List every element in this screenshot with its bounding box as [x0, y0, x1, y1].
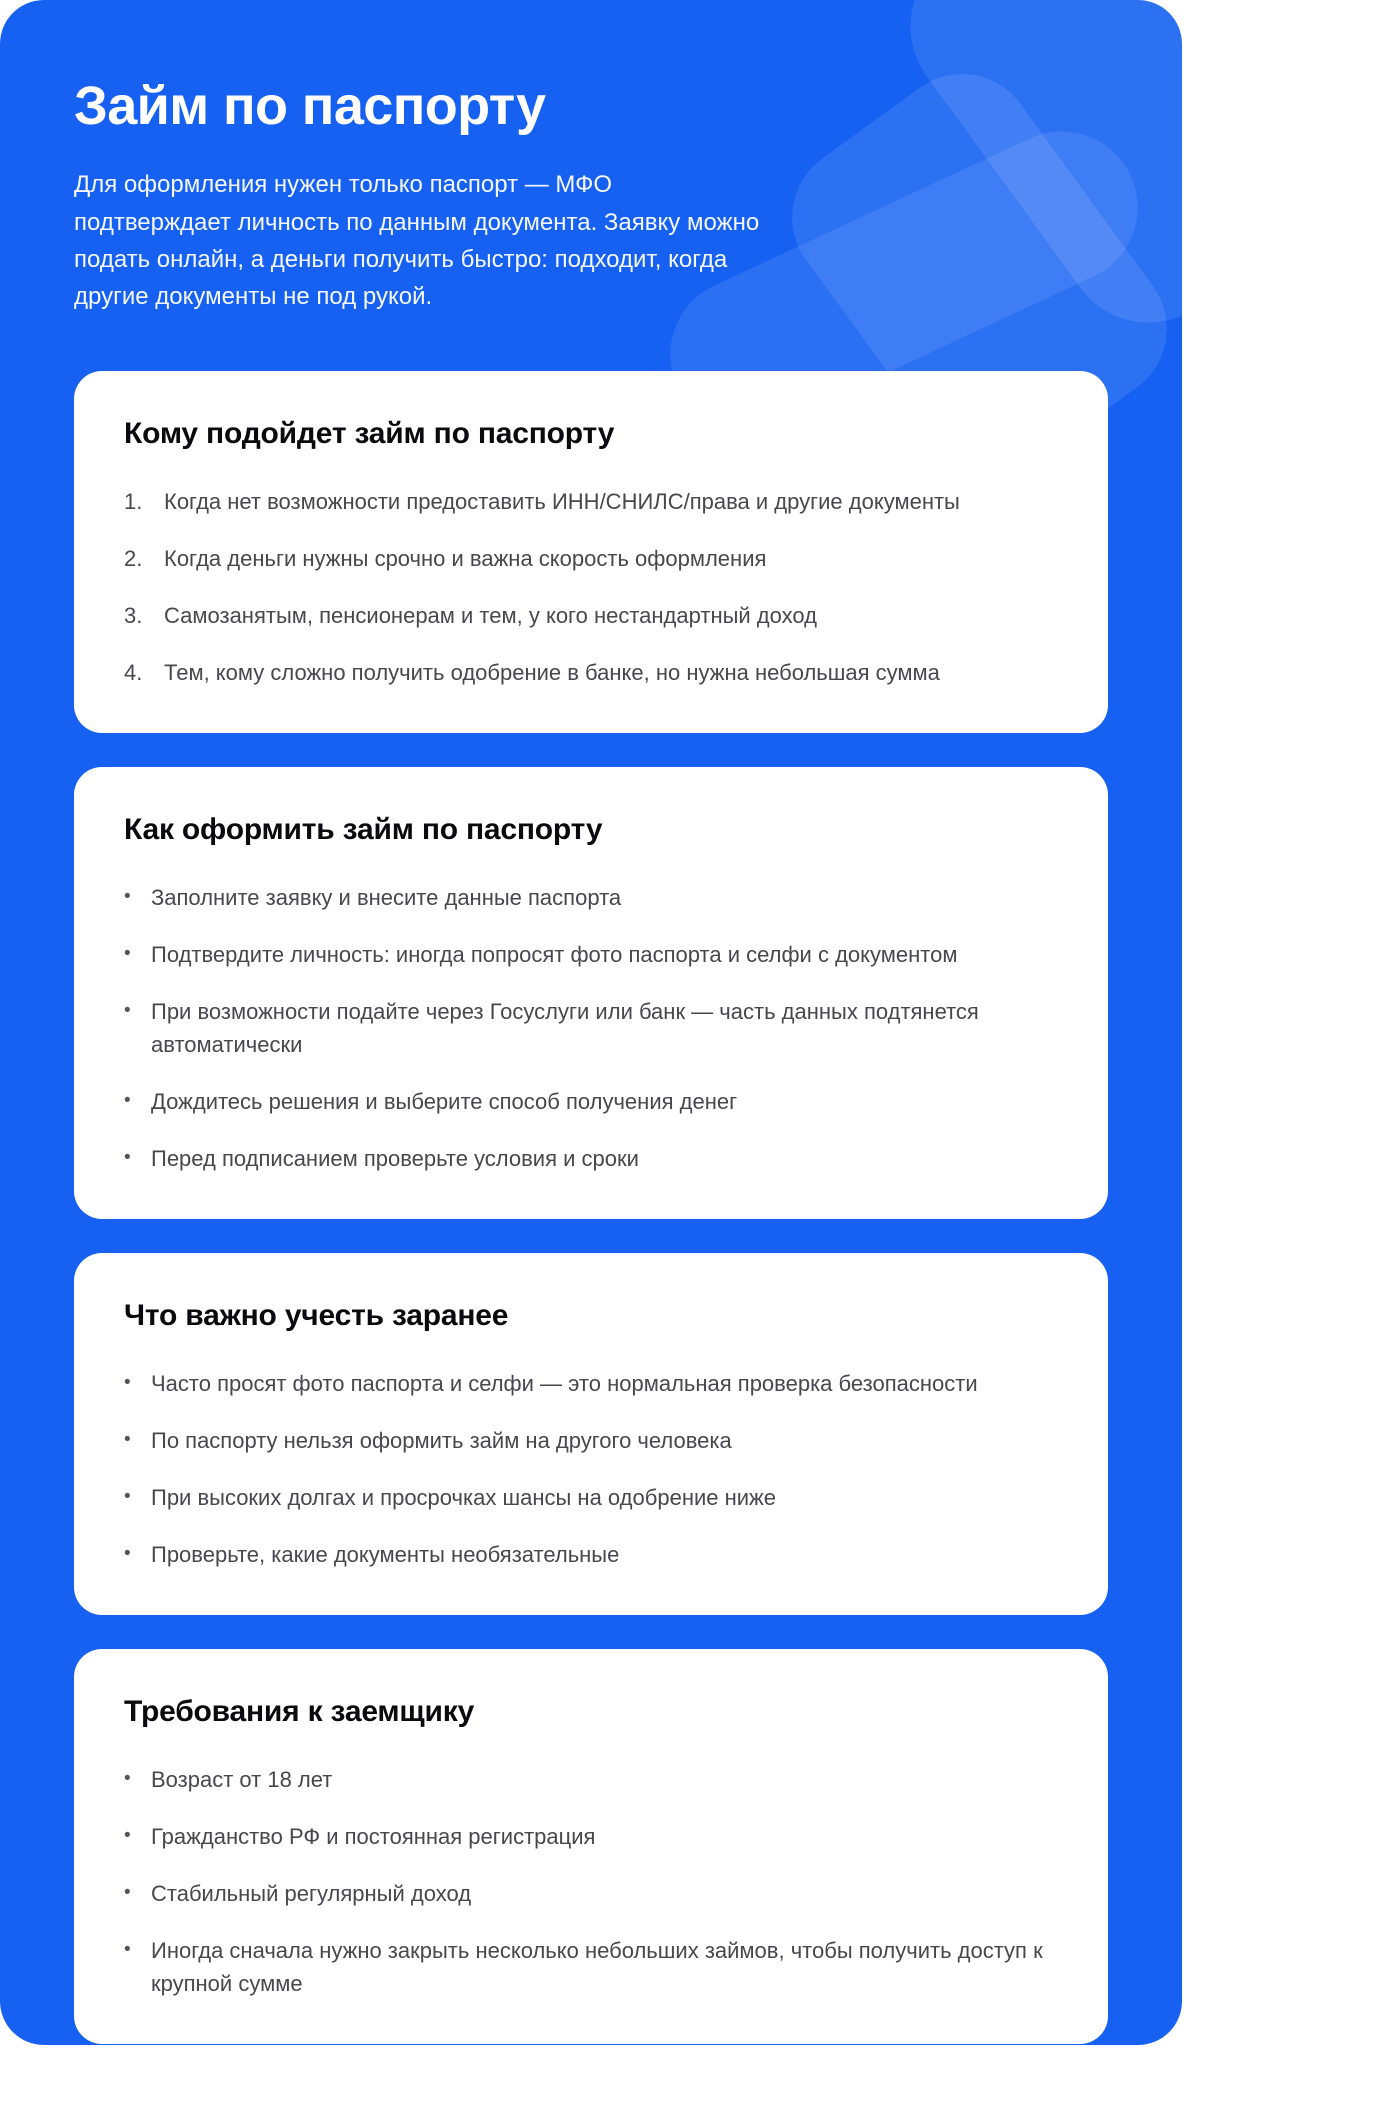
bullet-icon: •	[124, 1372, 131, 1394]
list-item	[124, 881, 1054, 914]
numbered-list	[124, 485, 1054, 689]
page-title: Займ по паспорту	[74, 76, 546, 136]
list-item-text: Дождитесь решения и выберите способ получения денег	[151, 1089, 738, 1115]
list-number: 2.	[124, 546, 143, 572]
list-item-text: По паспорту нельзя оформить займ на другого человека	[151, 1428, 732, 1454]
list-item-text: Подтвердите личность: иногда попросят фото паспорта и селфи с документом	[151, 942, 958, 968]
list-item-text: Проверьте, какие документы необязательные	[151, 1542, 620, 1568]
bullet-icon: •	[124, 1000, 131, 1022]
cards-section	[74, 371, 1108, 2044]
vzo-logo-dot-icon: .	[141, 2088, 151, 2124]
list-item-text: Гражданство РФ и постоянная регистрация	[151, 1824, 596, 1850]
list-item-text: Самозанятым, пенсионерам и тем, у кого нестандартный доход	[164, 603, 817, 629]
footer-tagline: эксперт по займам	[166, 2094, 350, 2118]
list-item	[124, 1538, 1054, 1571]
list-item	[124, 1877, 1054, 1910]
list-item-text: Когда нет возможности предоставить ИНН/СНИЛС/права и другие документы	[164, 489, 960, 515]
list-item	[124, 1085, 1054, 1118]
bullet-icon: •	[124, 886, 131, 908]
bullet-icon: •	[124, 1147, 131, 1169]
bulleted-list	[124, 1367, 1054, 1571]
list-item	[124, 995, 1054, 1061]
card-how-to-apply	[74, 767, 1108, 1219]
list-item-text: Когда деньги нужны срочно и важна скорость оформления	[164, 546, 767, 572]
card-heading: Как оформить займ по паспорту	[124, 813, 603, 847]
bullet-icon: •	[124, 943, 131, 965]
bullet-icon: •	[124, 1543, 131, 1565]
bullet-icon: •	[124, 1768, 131, 1790]
bullet-icon: •	[124, 1882, 131, 1904]
list-item	[124, 1934, 1054, 2000]
list-item	[124, 1142, 1054, 1175]
list-item	[124, 542, 1054, 575]
list-item	[124, 1367, 1054, 1400]
list-item-text: Иногда сначала нужно закрыть несколько небольших займов, чтобы получить доступ к крупной сумме	[151, 1938, 1043, 1997]
card-heading: Что важно учесть заранее	[124, 1299, 509, 1333]
list-item	[124, 1481, 1054, 1514]
intro-paragraph: Для оформления нужен только паспорт — МФО подтверждает личность по данным документа. Заявку можно подать онлайн, а деньги получить быстро: подходит, когда другие документы не под рукой.	[74, 171, 760, 311]
list-item-text: Заполните заявку и внесите данные паспорта	[151, 885, 622, 911]
list-item-text: Перед подписанием проверьте условия и сроки	[151, 1146, 639, 1172]
card-borrower-requirements	[74, 1649, 1108, 2044]
footer	[74, 2088, 1108, 2124]
list-item	[124, 1763, 1054, 1796]
list-item	[124, 656, 1054, 689]
bullet-icon: •	[124, 1939, 131, 1961]
list-item-text: Стабильный регулярный доход	[151, 1881, 472, 1907]
card-heading: Кому подойдет займ по паспорту	[124, 417, 615, 451]
bullet-icon: •	[124, 1090, 131, 1112]
bullet-icon: •	[124, 1429, 131, 1451]
vzo-logo-text: ВЗО	[74, 2088, 141, 2124]
list-item-text: Возраст от 18 лет	[151, 1767, 333, 1793]
card-heading: Требования к заемщику	[124, 1695, 475, 1729]
list-item-text: При возможности подайте через Госуслуги или банк — часть данных подтянется автоматически	[151, 999, 979, 1058]
list-item	[124, 1424, 1054, 1457]
list-item	[124, 485, 1054, 518]
list-item	[124, 599, 1054, 632]
list-item-text: При высоких долгах и просрочках шансы на одобрение ниже	[151, 1485, 776, 1511]
card-who-suits	[74, 371, 1108, 733]
list-number: 1.	[124, 489, 143, 515]
list-number: 3.	[124, 603, 143, 629]
list-number: 4.	[124, 660, 143, 686]
bullet-icon: •	[124, 1825, 131, 1847]
list-item	[124, 1820, 1054, 1853]
list-item	[124, 938, 1054, 971]
list-item-text: Часто просят фото паспорта и селфи — это нормальная проверка безопасности	[151, 1371, 978, 1397]
list-item-text: Тем, кому сложно получить одобрение в банке, но нужна небольшая сумма	[164, 660, 940, 686]
vzo-logo	[74, 2088, 151, 2124]
bulleted-list	[124, 881, 1054, 1175]
bullet-icon: •	[124, 1486, 131, 1508]
card-important-notes	[74, 1253, 1108, 1615]
bulleted-list	[124, 1763, 1054, 2000]
